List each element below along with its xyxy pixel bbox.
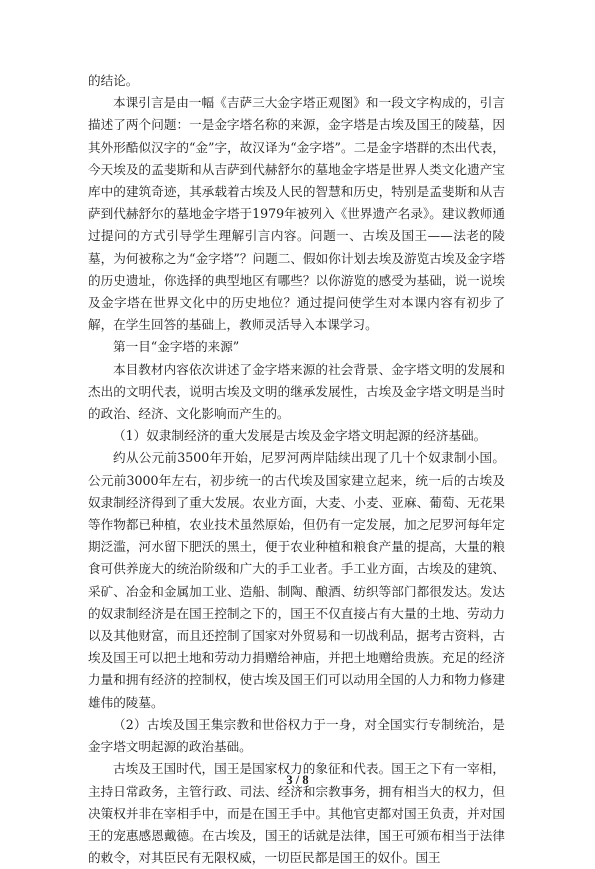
paragraph-1: 的结论。 <box>88 73 139 88</box>
body-text <box>88 70 505 869</box>
section-heading: 第一目“金字塔的来源” <box>113 339 240 355</box>
paragraph-5: 古埃及王国时代，国王是国家权力的象征和代表。国王之下有一宰相，主持日常政务，主管行政、司法、经济和宗教事务，拥有相当大的权力，但决策权并非在宰相手中，而是在国王手中。其他官吏都对国王负责，并对国王的宠惠感恩戴德。在古埃及，国王的话就是法律，国王可颁布相当于法律的敕令，对其臣民有无限权威，一切臣民都是国王的奴仆。国王 <box>88 761 505 866</box>
page-number: 3 / 8 <box>286 773 309 787</box>
subheading-1: （1）奴隶制经济的重大发展是古埃及金字塔文明起源的经济基础。 <box>113 428 487 444</box>
paragraph-3: 本目教材内容依次讲述了金字塔来源的社会背景、金字塔文明的发展和杰出的文明代表，说明古埃及文明的继承发展性，古埃及金字塔文明是当时的政治、经济、文化影响而产生的。 <box>88 361 505 422</box>
subheading-2: （2）古埃及国王集宗教和世俗权力于一身，对全国实行专制统治，是金字塔文明起源的政治基础。 <box>88 716 505 755</box>
paragraph-2: 本课引言是由一幅《吉萨三大金字塔正观图》和一段文字构成的，引言描述了两个问题：一是金字塔名称的来源，金字塔是古埃及国王的陵墓，因其外形酷似汉字的“金”字，故汉译为“金字塔”。二是金字塔群的杰出代表，今天埃及的孟斐斯和从吉萨到代赫舒尔的墓地金字塔是世界人类文化遗产宝库中的建筑奇迹，其承载着古埃及人民的智慧和历史，特别是孟斐斯和从吉萨到代赫舒尔的墓地金字塔于1979年被列入《世界遗产名录》。建议教师通过提问的方式引导学生理解引言内容。问题一、古埃及国王——法老的陵墓，为何被称之为“金字塔”？问题二、假如你计划去埃及游览古埃及金字塔的历史遗址，你选择的典型地区有哪些？以你游览的感受为基础，说一说埃及金字塔在世界文化中的历史地位？通过提问使学生对本课内容有初步了解，在学生回答的基础上，教师灵活导入本课学习。 <box>88 95 505 333</box>
paragraph-4: 约从公元前3500年开始，尼罗河两岸陆续出现了几十个奴隶制小国。公元前3000年左右，初步统一的古代埃及国家建立起来，统一后的古埃及奴隶制经济得到了重大发展。农业方面，大麦、小麦、亚麻、葡萄、无花果等作物都已种植，农业技术虽然原始，但仍有一定发展，加之尼罗河每年定期泛滥，河水留下肥沃的黑土，便于农业种植和粮食产量的提高，大量的粮食可供养庞大的统治阶级和广大的手工业者。手工业方面，古埃及的建筑、采矿、冶金和金属加工业、造船、制陶、酿酒、纺织等部门都很发达。发达的奴隶制经济是在国王控制之下的，国王不仅直接占有大量的土地、劳动力以及其他财富，而且还控制了国家对外贸易和一切战利品，据考古资料，古埃及国王可以把土地和劳动力捐赠给神庙，并把土地赠给贵族。充足的经济力量和拥有经济的控制权，使古埃及国王们可以动用全国的人力和物力修建雄伟的陵墓。 <box>88 450 505 710</box>
